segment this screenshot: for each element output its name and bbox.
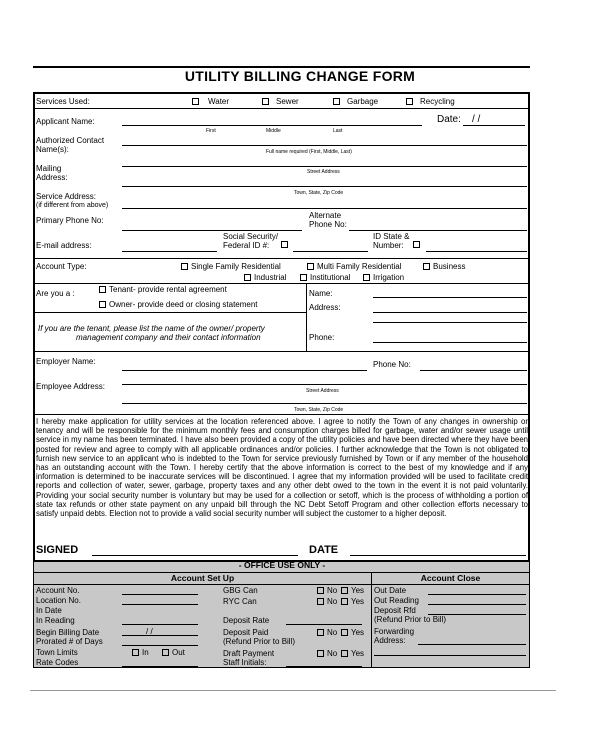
office-label-in-reading: In Reading (36, 616, 75, 625)
office-label-in-date: In Date (36, 606, 62, 615)
in-reading-field[interactable] (122, 624, 198, 625)
office-label-ryc-can: RYC Can (223, 597, 257, 606)
date-field[interactable] (463, 125, 525, 126)
authorized-label-2: Name(s): (36, 145, 69, 154)
office-label-deposit-paid: Deposit Paid (223, 628, 269, 637)
office-column-divider (371, 572, 372, 668)
section-divider (33, 414, 530, 415)
employer-phone-field[interactable] (420, 370, 527, 371)
sign-date-field[interactable] (350, 555, 526, 556)
gbg-can-yes[interactable]: Yes (341, 586, 364, 595)
staff-initials-field[interactable] (286, 666, 362, 667)
alternate-phone-label-2: Phone No: (309, 220, 347, 229)
office-label-prorated: Prorated # of Days (36, 637, 103, 646)
office-label-deposit-rfd: Deposit Rfd (374, 606, 416, 615)
mailing-sub: Street Address (307, 169, 340, 175)
id-label-2: Number: (373, 241, 404, 250)
deposit-paid-yes[interactable]: Yes (341, 628, 364, 637)
checkbox-icon[interactable] (317, 587, 324, 594)
deposit-rfd-field[interactable] (428, 614, 526, 615)
prorated-field[interactable] (122, 645, 198, 646)
town-limits-in[interactable]: In (132, 648, 149, 657)
applicant-label: Applicant Name: (36, 117, 95, 126)
account-setup-header: Account Set Up (170, 573, 235, 583)
id-label-1: ID State & (373, 232, 410, 241)
authorized-label-1: Authorized Contact (36, 136, 105, 145)
draft-payment-yes[interactable]: Yes (341, 649, 364, 658)
checkbox-icon[interactable] (317, 598, 324, 605)
signature-field[interactable] (92, 555, 298, 556)
service-address-field[interactable] (122, 208, 527, 209)
office-label-forwarding: Forwarding (374, 627, 415, 636)
out-date-field[interactable] (428, 594, 526, 595)
section-divider (33, 258, 530, 259)
account-type-institutional[interactable]: Institutional (300, 273, 350, 282)
alternate-phone-label-1: Alternate (309, 211, 342, 220)
are-you-label: Are you a : (36, 289, 75, 298)
office-label-begin-billing: Begin Billing Date (36, 628, 100, 637)
ssn-label-2: Federal ID #: (223, 241, 270, 250)
service-address-label: Service Address: (36, 192, 97, 201)
office-label-refund-note-close: (Refund Prior to Bill) (374, 615, 447, 624)
sub-last: Last (333, 128, 343, 134)
owner-address-label: Address: (309, 303, 341, 312)
option-tenant[interactable]: Tenant- provide rental agreement (99, 285, 227, 294)
account-type-label: Account Type: (36, 262, 87, 271)
employee-address-field-2[interactable] (122, 403, 527, 404)
owner-name-label: Name: (309, 289, 333, 298)
service-option-garbage[interactable]: Garbage (333, 97, 378, 106)
service-option-recycling[interactable]: Recycling (406, 97, 455, 106)
checkbox-icon[interactable] (341, 629, 348, 636)
checkbox-icon[interactable] (317, 650, 324, 657)
section-divider (33, 108, 530, 109)
office-label-rate-codes: Rate Codes (36, 658, 79, 667)
out-reading-field[interactable] (428, 604, 526, 605)
signed-label: SIGNED (36, 544, 79, 556)
primary-phone-label: Primary Phone No: (36, 216, 104, 225)
office-label-refund-note: (Refund Prior to Bill) (223, 637, 296, 646)
tenant-note-2: management company and their contact information (76, 333, 261, 342)
office-label-location-no: Location No. (36, 596, 81, 605)
rate-codes-field[interactable] (122, 666, 198, 667)
checkbox-icon[interactable] (341, 587, 348, 594)
date-slashes: / / (472, 114, 481, 125)
deposit-paid-no[interactable]: No (317, 628, 337, 637)
checkbox-icon[interactable] (423, 263, 430, 270)
town-limits-out[interactable]: Out (162, 648, 185, 657)
ssn-checkbox[interactable] (281, 241, 288, 248)
checkbox-icon[interactable] (99, 301, 106, 308)
mailing-label-2: Address: (36, 173, 68, 182)
employer-sub-street: Street Address (306, 388, 339, 394)
employer-name-field[interactable] (122, 370, 367, 371)
service-option-sewer[interactable]: Sewer (262, 97, 299, 106)
owner-address-field[interactable] (373, 312, 527, 313)
office-label-account-no: Account No. (36, 586, 80, 595)
mailing-sub-2: Town, State, Zip Code (294, 190, 344, 196)
office-label-staff-initials: Staff Initials: (223, 658, 267, 667)
checkbox-icon[interactable] (341, 650, 348, 657)
applicant-name-field[interactable] (122, 125, 422, 126)
mailing-label-1: Mailing (36, 164, 62, 173)
section-divider (33, 312, 306, 313)
section-divider (33, 283, 530, 284)
services-label: Services Used: (36, 97, 90, 106)
form-title: UTILITY BILLING CHANGE FORM (184, 68, 416, 84)
account-type-irrigation[interactable]: Irrigation (363, 273, 404, 282)
checkbox-icon[interactable] (162, 649, 169, 656)
owner-address-field-2[interactable] (373, 322, 527, 323)
gbg-can-no[interactable]: No (317, 586, 337, 595)
mailing-field[interactable] (122, 166, 527, 167)
employer-sub-town: Town, State, Zip Code (294, 407, 344, 413)
checkbox-icon[interactable] (307, 263, 314, 270)
ssn-field[interactable] (293, 251, 368, 252)
account-close-header: Account Close (420, 573, 481, 583)
checkbox-icon[interactable] (132, 649, 139, 656)
checkbox-icon[interactable] (363, 274, 370, 281)
sign-date-label: DATE (309, 544, 339, 556)
account-type-business[interactable]: Business (423, 262, 465, 271)
ssn-label-1: Social Security/ (223, 232, 279, 241)
employee-address-field[interactable] (122, 384, 527, 385)
service-option-water[interactable]: Water (192, 97, 229, 106)
checkbox-icon[interactable] (333, 98, 340, 105)
email-field[interactable] (122, 251, 217, 252)
section-divider (33, 351, 530, 352)
office-label-town-limits: Town Limits (36, 648, 78, 657)
office-divider (33, 584, 530, 585)
location-no-field[interactable] (122, 604, 198, 605)
forwarding-field[interactable] (418, 644, 526, 645)
checkbox-icon[interactable] (192, 98, 199, 105)
employer-name-label: Employer Name: (36, 357, 96, 366)
forwarding-field-2[interactable] (374, 655, 526, 656)
ryc-can-no[interactable]: No (317, 597, 337, 606)
sub-middle: Middle (266, 128, 281, 134)
owner-phone-label: Phone: (309, 333, 335, 342)
office-label-draft-payment: Draft Payment (223, 649, 275, 658)
service-address-note: (if different from above) (36, 202, 109, 209)
owner-name-field[interactable] (373, 297, 527, 298)
begin-billing-field[interactable] (122, 635, 198, 636)
id-field[interactable] (426, 251, 527, 252)
account-no-field[interactable] (122, 594, 198, 595)
column-divider (306, 283, 307, 351)
certification-statement: I hereby make application for utility services at the location referenced above. I agree to notify the Town of any changes in ownership or tenancy and will be responsible for the minimum monthly fees and consumption charges billed for garbage, water and/or sewer usage until service in my name has been terminated. I have also been provided a copy of the utility policies and have been directed where they have been posted for review and agree to comply with all applicable ordinances and/or policies. I further acknowledge that the Town is not obligated to furnish new service to an applicant who is indebted to the Town for service previously furnished by Town or if any member of the household has an outstanding account with the Town. I hereby certify that the above information is correct to the best of my knowledge and if any information is determined to be inaccurate services will be discontinued. I agree that my information provided will be used to facilitate credit reports and collection of water, sewer, garbage, property taxes and any other debt owed to the town in the event it is not paid voluntarily. Providing your social security number is voluntary but may be used for a collection or setoff, which is the process of withholding a portion of state tax refunds or other state payment on any unpaid bill through the NC Debt Setoff Program and other collection efforts necessary to satisfy unpaid debts. Election not to provide a valid social security number will subject the customer to a higher deposit. (36, 417, 528, 519)
checkbox-icon[interactable] (99, 286, 106, 293)
account-type-industrial[interactable]: Industrial (244, 273, 286, 282)
authorized-field[interactable] (122, 145, 527, 146)
checkbox-icon[interactable] (300, 274, 307, 281)
checkbox-icon[interactable] (317, 629, 324, 636)
office-label-forwarding-address: Address: (374, 636, 406, 645)
ryc-can-yes[interactable]: Yes (341, 597, 364, 606)
account-type-multi-family[interactable]: Multi Family Residential (307, 262, 401, 271)
deposit-rate-field[interactable] (286, 624, 362, 625)
draft-payment-no[interactable]: No (317, 649, 337, 658)
date-label: Date: (437, 114, 461, 125)
mailing-field-2[interactable] (122, 186, 527, 187)
office-label-deposit-rate: Deposit Rate (223, 616, 270, 625)
owner-phone-field[interactable] (373, 342, 527, 343)
checkbox-icon[interactable] (244, 274, 251, 281)
sub-first: First (206, 128, 216, 134)
tenant-note-1: If you are the tenant, please list the name of the owner/ property (38, 324, 265, 333)
id-checkbox[interactable] (413, 241, 420, 248)
office-label-gbg-can: GBG Can (223, 586, 258, 595)
authorized-sub: Full name required (First, Middle, Last) (266, 149, 352, 155)
begin-billing-slashes: / / (146, 627, 153, 636)
account-type-single-family[interactable]: Single Family Residential (181, 262, 281, 271)
primary-phone-field[interactable] (122, 230, 302, 231)
alternate-phone-field[interactable] (349, 230, 527, 231)
email-label: E-mail address: (36, 241, 92, 250)
bottom-rule (30, 690, 556, 691)
checkbox-icon[interactable] (341, 598, 348, 605)
employer-phone-label: Phone No: (373, 360, 411, 369)
checkbox-icon[interactable] (181, 263, 188, 270)
checkbox-icon[interactable] (262, 98, 269, 105)
option-owner[interactable]: Owner- provide deed or closing statement (99, 300, 258, 309)
employee-address-label: Employee Address: (36, 382, 105, 391)
office-use-header: - OFFICE USE ONLY - (238, 560, 326, 570)
office-label-out-date: Out Date (374, 586, 407, 595)
checkbox-icon[interactable] (406, 98, 413, 105)
office-label-out-reading: Out Reading (374, 596, 419, 605)
